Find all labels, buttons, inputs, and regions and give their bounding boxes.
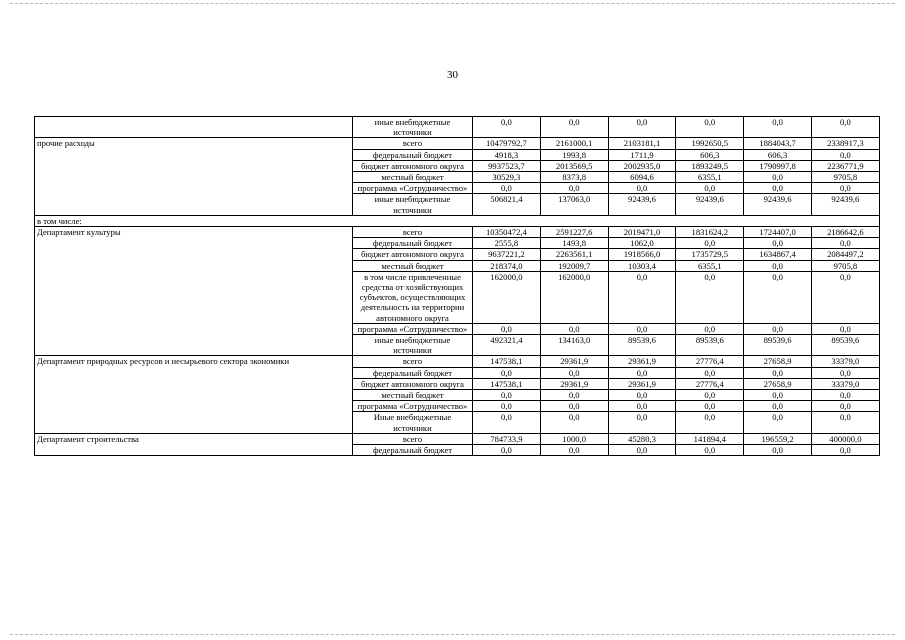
funding-source-cell: всего xyxy=(353,138,473,149)
value-cell: 1918566,0 xyxy=(608,249,676,260)
value-cell: 0,0 xyxy=(811,238,879,249)
value-cell: 784733,9 xyxy=(473,433,541,444)
value-cell: 0,0 xyxy=(540,183,608,194)
value-cell: 0,0 xyxy=(676,367,744,378)
value-cell: 89539,6 xyxy=(811,335,879,356)
value-cell: 1992650,5 xyxy=(676,138,744,149)
value-cell: 29361,9 xyxy=(540,378,608,389)
table-row xyxy=(35,138,880,149)
value-cell: 0,0 xyxy=(608,117,676,138)
value-cell: 0,0 xyxy=(676,271,744,323)
value-cell: 1493,8 xyxy=(540,238,608,249)
value-cell: 1884043,7 xyxy=(744,138,812,149)
funding-source-cell: Иные внебюджетные источники xyxy=(353,412,473,433)
funding-source-cell: программа «Сотрудничество» xyxy=(353,401,473,412)
value-cell: 0,0 xyxy=(540,117,608,138)
funding-source-cell: федеральный бюджет xyxy=(353,445,473,456)
funding-source-cell: местный бюджет xyxy=(353,390,473,401)
value-cell: 0,0 xyxy=(744,183,812,194)
value-cell: 0,0 xyxy=(744,401,812,412)
funding-source-cell: программа «Сотрудничество» xyxy=(353,323,473,334)
value-cell: 0,0 xyxy=(744,412,812,433)
value-cell: 0,0 xyxy=(676,323,744,334)
top-scan-edge xyxy=(10,3,895,4)
table-row xyxy=(35,117,880,138)
value-cell: 137063,0 xyxy=(540,194,608,215)
value-cell: 8373,8 xyxy=(540,172,608,183)
table-row xyxy=(35,433,880,444)
value-cell: 0,0 xyxy=(608,271,676,323)
funding-source-cell: федеральный бюджет xyxy=(353,238,473,249)
row-name-cell: прочие расходы xyxy=(35,138,353,215)
value-cell: 0,0 xyxy=(540,412,608,433)
value-cell: 0,0 xyxy=(473,412,541,433)
value-cell: 0,0 xyxy=(676,390,744,401)
value-cell: 1634867,4 xyxy=(744,249,812,260)
value-cell: 0,0 xyxy=(744,445,812,456)
value-cell: 192009,7 xyxy=(540,260,608,271)
value-cell: 0,0 xyxy=(811,367,879,378)
value-cell: 92439,6 xyxy=(744,194,812,215)
funding-source-cell: бюджет автономного округа xyxy=(353,249,473,260)
value-cell: 0,0 xyxy=(473,117,541,138)
value-cell: 6355,1 xyxy=(676,172,744,183)
row-name-cell: Департамент культуры xyxy=(35,227,353,356)
value-cell: 162000,0 xyxy=(473,271,541,323)
value-cell: 0,0 xyxy=(811,117,879,138)
value-cell: 45280,3 xyxy=(608,433,676,444)
value-cell: 0,0 xyxy=(540,445,608,456)
value-cell: 0,0 xyxy=(676,238,744,249)
value-cell: 2161000,1 xyxy=(540,138,608,149)
value-cell: 0,0 xyxy=(473,183,541,194)
value-cell: 0,0 xyxy=(811,323,879,334)
value-cell: 0,0 xyxy=(676,401,744,412)
value-cell: 147538,1 xyxy=(473,356,541,367)
value-cell: 6355,1 xyxy=(676,260,744,271)
value-cell: 606,3 xyxy=(676,149,744,160)
value-cell: 0,0 xyxy=(676,412,744,433)
value-cell: 0,0 xyxy=(473,367,541,378)
value-cell: 0,0 xyxy=(608,412,676,433)
value-cell: 0,0 xyxy=(540,367,608,378)
value-cell: 492321,4 xyxy=(473,335,541,356)
page-number: 30 xyxy=(447,69,458,81)
section-row xyxy=(35,215,880,226)
value-cell: 29361,9 xyxy=(540,356,608,367)
value-cell: 9705,8 xyxy=(811,172,879,183)
value-cell: 2338917,3 xyxy=(811,138,879,149)
value-cell: 2013569,5 xyxy=(540,160,608,171)
value-cell: 506821,4 xyxy=(473,194,541,215)
funding-source-cell: программа «Сотрудничество» xyxy=(353,183,473,194)
value-cell: 27776,4 xyxy=(676,378,744,389)
value-cell: 0,0 xyxy=(676,445,744,456)
value-cell: 10303,4 xyxy=(608,260,676,271)
value-cell: 0,0 xyxy=(744,260,812,271)
value-cell: 0,0 xyxy=(540,323,608,334)
value-cell: 218374,0 xyxy=(473,260,541,271)
value-cell: 400000,0 xyxy=(811,433,879,444)
value-cell: 1893249,5 xyxy=(676,160,744,171)
value-cell: 0,0 xyxy=(473,401,541,412)
value-cell: 33379,0 xyxy=(811,378,879,389)
value-cell: 0,0 xyxy=(811,271,879,323)
value-cell: 1000,0 xyxy=(540,433,608,444)
value-cell: 0,0 xyxy=(811,412,879,433)
funding-source-cell: всего xyxy=(353,433,473,444)
value-cell: 9637221,2 xyxy=(473,249,541,260)
value-cell: 0,0 xyxy=(744,390,812,401)
funding-source-cell: бюджет автономного округа xyxy=(353,160,473,171)
value-cell: 141894,4 xyxy=(676,433,744,444)
value-cell: 92439,6 xyxy=(811,194,879,215)
value-cell: 2263561,1 xyxy=(540,249,608,260)
value-cell: 1062,0 xyxy=(608,238,676,249)
value-cell: 0,0 xyxy=(608,401,676,412)
table-row xyxy=(35,356,880,367)
bottom-scan-edge xyxy=(10,634,895,635)
value-cell: 27658,9 xyxy=(744,356,812,367)
value-cell: 89539,6 xyxy=(608,335,676,356)
funding-source-cell: в том числе привлеченные средства от хозяйствующих субъектов, осуществляющих деятельность на территории автономного округа xyxy=(353,271,473,323)
value-cell: 0,0 xyxy=(811,401,879,412)
value-cell: 0,0 xyxy=(676,117,744,138)
value-cell: 0,0 xyxy=(608,390,676,401)
funding-source-cell: всего xyxy=(353,227,473,238)
value-cell: 134163,0 xyxy=(540,335,608,356)
value-cell: 0,0 xyxy=(608,445,676,456)
value-cell: 0,0 xyxy=(608,367,676,378)
section-label: в том числе: xyxy=(35,215,880,226)
value-cell: 606,3 xyxy=(744,149,812,160)
row-name-cell: Департамент строительства xyxy=(35,433,353,455)
value-cell: 0,0 xyxy=(473,390,541,401)
funding-source-cell: иные внебюджетные источники xyxy=(353,194,473,215)
funding-source-cell: иные внебюджетные источники xyxy=(353,335,473,356)
value-cell: 1790997,8 xyxy=(744,160,812,171)
funding-source-cell: местный бюджет xyxy=(353,172,473,183)
value-cell: 0,0 xyxy=(676,183,744,194)
value-cell: 9937523,7 xyxy=(473,160,541,171)
value-cell: 92439,6 xyxy=(676,194,744,215)
funding-source-cell: иные внебюджетные источники xyxy=(353,117,473,138)
value-cell: 29361,9 xyxy=(608,356,676,367)
value-cell: 2591227,6 xyxy=(540,227,608,238)
funding-source-cell: федеральный бюджет xyxy=(353,367,473,378)
value-cell: 2002935,0 xyxy=(608,160,676,171)
value-cell: 29361,9 xyxy=(608,378,676,389)
value-cell: 9705,8 xyxy=(811,260,879,271)
value-cell: 0,0 xyxy=(608,183,676,194)
row-name-cell xyxy=(35,117,353,138)
value-cell: 89539,6 xyxy=(744,335,812,356)
value-cell: 2236771,9 xyxy=(811,160,879,171)
value-cell: 0,0 xyxy=(473,445,541,456)
value-cell: 2103181,1 xyxy=(608,138,676,149)
value-cell: 33379,0 xyxy=(811,356,879,367)
row-name-cell: Департамент природных ресурсов и несырьевого сектора экономики xyxy=(35,356,353,433)
value-cell: 89539,6 xyxy=(676,335,744,356)
value-cell: 2555,8 xyxy=(473,238,541,249)
value-cell: 2084497,2 xyxy=(811,249,879,260)
value-cell: 4918,3 xyxy=(473,149,541,160)
value-cell: 0,0 xyxy=(473,323,541,334)
value-cell: 0,0 xyxy=(811,183,879,194)
value-cell: 0,0 xyxy=(744,172,812,183)
budget-table-body xyxy=(35,117,880,456)
table-row xyxy=(35,227,880,238)
value-cell: 0,0 xyxy=(608,323,676,334)
funding-source-cell: местный бюджет xyxy=(353,260,473,271)
value-cell: 6094,6 xyxy=(608,172,676,183)
value-cell: 196559,2 xyxy=(744,433,812,444)
value-cell: 27776,4 xyxy=(676,356,744,367)
value-cell: 0,0 xyxy=(540,390,608,401)
funding-source-cell: федеральный бюджет xyxy=(353,149,473,160)
value-cell: 0,0 xyxy=(744,117,812,138)
value-cell: 2186642,6 xyxy=(811,227,879,238)
value-cell: 0,0 xyxy=(744,238,812,249)
value-cell: 2019471,0 xyxy=(608,227,676,238)
value-cell: 10350472,4 xyxy=(473,227,541,238)
funding-source-cell: всего xyxy=(353,356,473,367)
value-cell: 1735729,5 xyxy=(676,249,744,260)
value-cell: 1724407,0 xyxy=(744,227,812,238)
value-cell: 0,0 xyxy=(540,401,608,412)
value-cell: 0,0 xyxy=(744,271,812,323)
value-cell: 27658,9 xyxy=(744,378,812,389)
value-cell: 0,0 xyxy=(744,323,812,334)
budget-table xyxy=(34,116,880,456)
value-cell: 0,0 xyxy=(744,367,812,378)
value-cell: 1711,9 xyxy=(608,149,676,160)
value-cell: 162000,0 xyxy=(540,271,608,323)
value-cell: 147538,1 xyxy=(473,378,541,389)
value-cell: 92439,6 xyxy=(608,194,676,215)
value-cell: 0,0 xyxy=(811,149,879,160)
value-cell: 1993,8 xyxy=(540,149,608,160)
funding-source-cell: бюджет автономного округа xyxy=(353,378,473,389)
value-cell: 0,0 xyxy=(811,445,879,456)
value-cell: 0,0 xyxy=(811,390,879,401)
value-cell: 30529,3 xyxy=(473,172,541,183)
value-cell: 1831624,2 xyxy=(676,227,744,238)
value-cell: 10479792,7 xyxy=(473,138,541,149)
